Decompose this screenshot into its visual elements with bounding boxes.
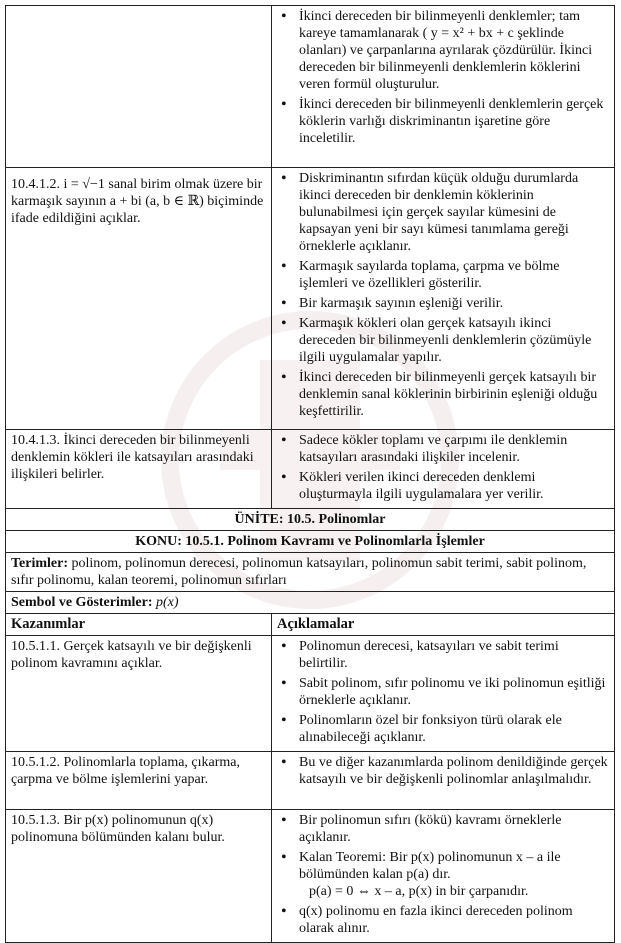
explanation-cell: [272, 168, 615, 430]
formula-line: p(a) = 0 ⇔ x – a, p(x) in bir çarpanıdır.: [309, 884, 529, 899]
outcome-cell: 10.5.1.1. Gerçek katsayılı ve bir değişkenli polinom kavramını açıklar.: [6, 636, 272, 752]
outcome-cell: 10.5.1.3. Bir p(x) polinomunun q(x) polinomuna bölümünden kalanı bulur.: [6, 810, 272, 943]
terms-label: Terimler:: [11, 556, 69, 571]
explanation-cell: [272, 430, 615, 509]
bullet-item: • İkinci dereceden bir bilinmeyenli gerçek katsayılı bir denklemin sanal köklerinin birbirinin eşleniği olduğu keşfettirilir.: [277, 369, 609, 420]
bullet-item: • Sadece kökler toplamı ve çarpımı ile denklemin katsayıları arasındaki ilişkiler incelenir.: [277, 432, 609, 466]
col-header-explanations: Açıklamalar: [272, 614, 615, 636]
explanation-cell: [272, 810, 615, 943]
col-header-outcomes: Kazanımlar: [6, 614, 272, 636]
symbols-text: p(x): [152, 595, 179, 610]
outcome-cell: 10.5.1.2. Polinomlarla toplama, çıkarma, çarpma ve bölme işlemlerini yapar.: [6, 752, 272, 810]
bullet-item: • Karmaşık sayılarda toplama, çarpma ve bölme işlemleri ve özellikleri gösterilir.: [277, 258, 609, 292]
bullet-item: • İkinci dereceden bir bilinmeyenli denklemler; tam kareye tamamlanarak ( y = x² + bx + c şeklinde olanları) ve çarpanlarına ayrılarak çözdürülür. İkinci dereceden bir bilinmeyenli denklemlerin köklerini veren formül oluşturulur.: [277, 8, 609, 93]
topic-title: KONU: 10.5.1. Polinom Kavramı ve Polinomlarla İşlemler: [6, 531, 615, 553]
unit-title: ÜNİTE: 10.5. Polinomlar: [6, 509, 615, 531]
outcome-cell: 10.4.1.2. i = √−1 sanal birim olmak üzere bir karmaşık sayının a + bi (a, b ∈ ℝ) biçiminde ifade edildiğini açıklar.: [6, 168, 272, 430]
bullet-item: • q(x) polinomu en fazla ikinci dereceden polinom olarak alınır.: [277, 903, 609, 937]
bullet-item: • Bir karmaşık sayının eşleniği verilir.: [277, 295, 609, 312]
bullet-item: • Karmaşık kökleri olan gerçek katsayılı ikinci dereceden bir bilinmeyenli denklemlerin çözümüyle ilgili uygulamalar yapılır.: [277, 315, 609, 366]
terms-text: polinom, polinomun derecesi, polinomun katsayıları, polinomun sabit terimi, sabit polinom, sıfır polinomu, kalan teoremi, polinomun sıfırları: [11, 556, 587, 588]
explanation-cell: [272, 6, 615, 168]
bullet-item: • İkinci dereceden bir bilinmeyenli denklemlerin gerçek köklerin varlığı diskriminantın işaretine göre inceletilir.: [277, 96, 609, 147]
bullet-item: • Polinomların özel bir fonksiyon türü olarak ele alınabileceği açıklanır.: [277, 712, 609, 746]
terms-row: [6, 553, 615, 592]
curriculum-table: [5, 5, 615, 943]
bullet-item: • Bir polinomun sıfırı (kökü) kavramı örneklerle açıklanır.: [277, 812, 609, 846]
empty-cell: [6, 6, 272, 168]
explanation-cell: [272, 636, 615, 752]
outcome-cell: 10.4.1.3. İkinci dereceden bir bilinmeyenli denklemin kökleri ile katsayıları arasındaki ilişkileri belirler.: [6, 430, 272, 509]
bullet-item: • Sabit polinom, sıfır polinomu ve iki polinomun eşitliği örneklerle açıklanır.: [277, 675, 609, 709]
bullet-item: • Diskriminantın sıfırdan küçük olduğu durumlarda ikinci dereceden bir denklemin köklerinin bulunabilmesi için gerçek sayılar kümesini de kapsayan yeni bir sayı kümesi tanımlama gereği örneklerle açıklanır.: [277, 170, 609, 255]
symbols-label: Sembol ve Gösterimler:: [11, 595, 153, 610]
bullet-item: • Bu ve diğer kazanımlarda polinom denildiğinde gerçek katsayılı ve bir değişkenli polinomlar anlaşılmalıdır.: [277, 754, 609, 788]
bullet-text: Kalan Teoremi: Bir p(x) polinomunun x – a ile bölümünden kalan p(a) dır.: [299, 850, 561, 882]
bullet-item: • Polinomun derecesi, katsayıları ve sabit terimi belirtilir.: [277, 638, 609, 672]
bullet-item: • Kökleri verilen ikinci dereceden denklemi oluşturmayla ilgili uygulamalara yer verilir.: [277, 469, 609, 503]
symbols-row: [6, 592, 615, 614]
explanation-cell: [272, 752, 615, 810]
bullet-item: [277, 849, 609, 900]
